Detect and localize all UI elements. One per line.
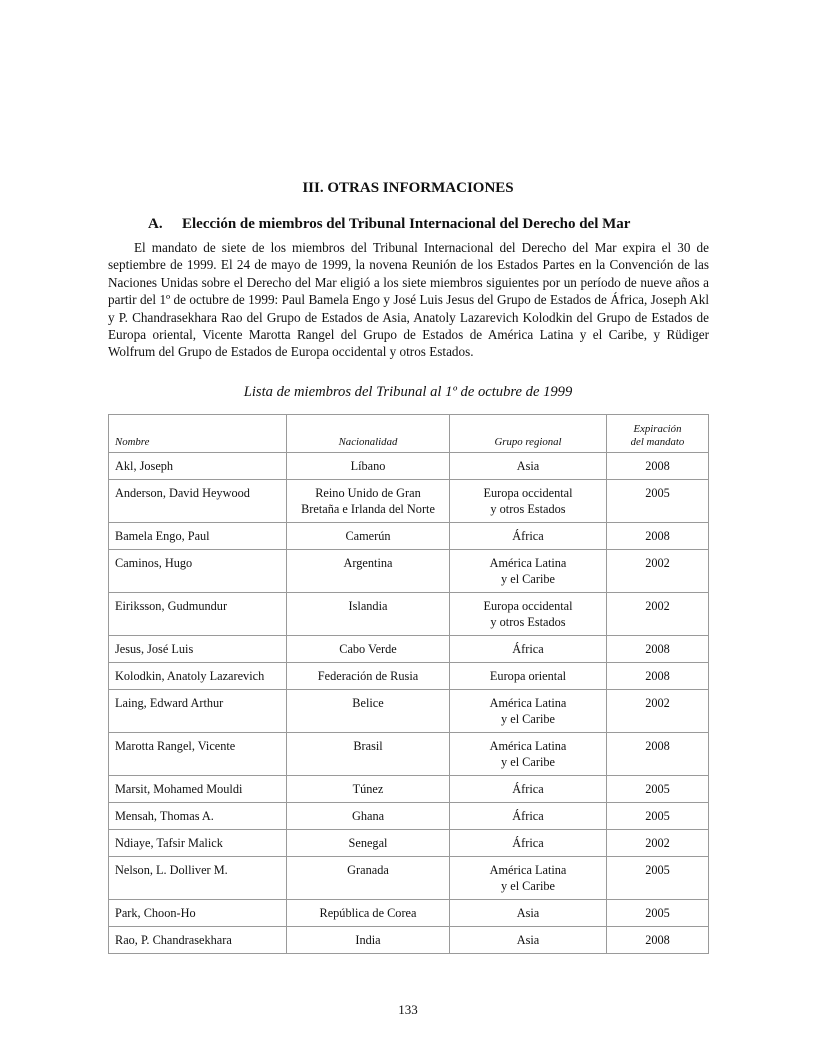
cell-nationality [287,636,450,663]
cell-nationality-line: Islandia [348,599,388,613]
cell-name-line: Laing, Edward Arthur [115,696,224,710]
cell-name [109,636,287,663]
header-expiry-line2: del mandato [630,436,685,448]
cell-group [450,663,607,690]
table-row [109,663,709,690]
cell-nationality [287,927,450,954]
cell-nationality-line: Ghana [351,809,385,823]
cell-name-line: Caminos, Hugo [115,556,193,570]
cell-name [109,480,287,523]
cell-name-line: Kolodkin, Anatoly Lazarevich [115,669,265,683]
cell-name-line: Nelson, L. Dolliver M. [115,863,228,877]
cell-expiry-line: 2002 [645,599,670,613]
cell-group-line: y el Caribe [501,572,555,586]
cell-group-line: Asia [516,459,540,473]
table-row [109,803,709,830]
cell-group-line: Europa oriental [489,669,567,683]
cell-name-line: Jesus, José Luis [115,642,194,656]
table-row [109,480,709,523]
cell-expiry [607,857,709,900]
cell-nationality [287,776,450,803]
cell-expiry-line: 2005 [645,782,670,796]
table-row [109,453,709,480]
cell-group [450,927,607,954]
cell-nationality-line: Camerún [345,529,391,543]
cell-expiry-line: 2008 [645,642,670,656]
cell-group-line: Europa occidental [483,486,573,500]
cell-expiry [607,663,709,690]
cell-group [450,803,607,830]
cell-nationality [287,523,450,550]
cell-name-line: Anderson, David Heywood [115,486,250,500]
cell-name [109,733,287,776]
cell-nationality-line: Belice [352,696,384,710]
subsection-title: Elección de miembros del Tribunal Internacional del Derecho del Mar [182,216,631,232]
body-paragraph: El mandato de siete de los miembros del Tribunal Internacional del Derecho del Mar expira el 30 de septiembre de 1999. El 24 de mayo de 1999, la novena Reunión de los Estados Partes en la Convención de las Naciones Unidas sobre el Derecho del Mar eligió a los siete miembros siguientes por un período de nueve años a partir del 1º de octubre de 1999: Paul Bamela Engo y José Luis Jesus del Grupo de Estados de África, Joseph Akl y P. Chandrasekhara Rao del Grupo de Estados de Asia, Anatoly Lazarevich Kolodkin del Grupo de Estados de Europa oriental, Vicente Marotta Rangel del Grupo de Estados de América Latina y el Caribe, y Rüdiger Wolfrum del Grupo de Estados de Europa occidental y otros Estados. [108,240,709,360]
header-group: Grupo regional [450,415,607,453]
cell-nationality-line: Cabo Verde [339,642,397,656]
cell-group [450,480,607,523]
table-row [109,900,709,927]
cell-nationality-line: Federación de Rusia [317,669,419,683]
cell-group-line: América Latina [489,863,567,877]
cell-nationality-line: República de Corea [319,906,417,920]
cell-expiry [607,900,709,927]
cell-name [109,803,287,830]
cell-name-line: Marotta Rangel, Vicente [115,739,236,753]
cell-group [450,690,607,733]
table-caption: Lista de miembros del Tribunal al 1º de octubre de 1999 [243,384,573,400]
cell-group [450,593,607,636]
cell-group [450,636,607,663]
table-body [109,453,709,954]
cell-group [450,857,607,900]
cell-nationality [287,830,450,857]
cell-nationality [287,733,450,776]
cell-group-line: América Latina [489,696,567,710]
cell-nationality [287,857,450,900]
cell-group [450,776,607,803]
cell-expiry [607,593,709,636]
cell-nationality-line: Argentina [343,556,393,570]
cell-nationality-line: India [355,933,381,947]
table-row [109,830,709,857]
cell-name-line: Rao, P. Chandrasekhara [115,933,232,947]
cell-nationality-line: Granada [347,863,389,877]
cell-name [109,593,287,636]
cell-nationality [287,550,450,593]
cell-group-line: y otros Estados [490,615,566,629]
cell-group-line: Europa occidental [483,599,573,613]
cell-nationality [287,690,450,733]
cell-group [450,453,607,480]
cell-expiry-line: 2005 [645,809,670,823]
cell-expiry [607,927,709,954]
cell-expiry-line: 2002 [645,836,670,850]
cell-name [109,453,287,480]
cell-expiry [607,636,709,663]
cell-group [450,830,607,857]
cell-name [109,550,287,593]
table-row [109,857,709,900]
cell-expiry-line: 2002 [645,696,670,710]
cell-nationality-line: Brasil [353,739,383,753]
header-nationality: Nacionalidad [287,415,450,453]
cell-name [109,690,287,733]
cell-name [109,776,287,803]
cell-expiry-line: 2008 [645,459,670,473]
cell-group-line: Asia [516,933,540,947]
cell-expiry-line: 2005 [645,486,670,500]
cell-expiry-line: 2008 [645,933,670,947]
cell-name-line: Park, Choon-Ho [115,906,196,920]
cell-expiry [607,690,709,733]
cell-group-line: África [512,836,544,850]
header-expiry-line1: Expiración [633,423,682,435]
cell-name [109,830,287,857]
header-name: Nombre [109,415,287,453]
cell-name-line: Ndiaye, Tafsir Malick [115,836,223,850]
cell-expiry-line: 2008 [645,669,670,683]
cell-name [109,663,287,690]
cell-expiry-line: 2008 [645,529,670,543]
cell-nationality [287,900,450,927]
cell-expiry [607,776,709,803]
table-row [109,550,709,593]
table-row [109,593,709,636]
cell-group-line: y el Caribe [501,712,555,726]
cell-group-line: Asia [516,906,540,920]
cell-name-line: Marsit, Mohamed Mouldi [115,782,243,796]
cell-nationality [287,593,450,636]
table-row [109,523,709,550]
cell-expiry [607,453,709,480]
cell-name-line: Bamela Engo, Paul [115,529,210,543]
cell-name-line: Mensah, Thomas A. [115,809,214,823]
cell-nationality [287,453,450,480]
cell-name [109,857,287,900]
subsection-letter: A. [148,216,163,232]
cell-group-line: África [512,642,544,656]
cell-nationality-line: Reino Unido de Gran [315,486,421,500]
cell-name-line: Eiriksson, Gudmundur [115,599,228,613]
cell-expiry-line: 2005 [645,906,670,920]
cell-group-line: y otros Estados [490,502,566,516]
cell-nationality [287,803,450,830]
cell-group-line: África [512,809,544,823]
header-expiry [607,415,709,453]
cell-group [450,733,607,776]
cell-nationality-line: Senegal [348,836,388,850]
cell-group-line: y el Caribe [501,879,555,893]
cell-nationality-line: Bretaña e Irlanda del Norte [301,502,435,516]
cell-name [109,900,287,927]
cell-name-line: Akl, Joseph [115,459,174,473]
cell-group [450,900,607,927]
cell-expiry [607,523,709,550]
members-table [108,414,709,954]
cell-group-line: y el Caribe [501,755,555,769]
cell-expiry-line: 2002 [645,556,670,570]
cell-group-line: África [512,529,544,543]
cell-nationality [287,480,450,523]
cell-expiry [607,803,709,830]
cell-nationality-line: Túnez [352,782,384,796]
cell-expiry [607,733,709,776]
cell-expiry-line: 2005 [645,863,670,877]
cell-nationality [287,663,450,690]
section-heading: III. OTRAS INFORMACIONES [302,180,514,196]
cell-group-line: África [512,782,544,796]
cell-expiry [607,480,709,523]
cell-group [450,523,607,550]
table-row [109,636,709,663]
table-row [109,733,709,776]
cell-name [109,927,287,954]
cell-expiry [607,830,709,857]
cell-nationality-line: Líbano [350,459,386,473]
cell-expiry [607,550,709,593]
table-row [109,690,709,733]
table-header-row [109,415,709,453]
table-row [109,776,709,803]
page-number: 133 [398,1002,418,1017]
cell-name [109,523,287,550]
cell-expiry-line: 2008 [645,739,670,753]
cell-group [450,550,607,593]
cell-group-line: América Latina [489,556,567,570]
table-row [109,927,709,954]
cell-group-line: América Latina [489,739,567,753]
subsection-heading [148,216,708,233]
